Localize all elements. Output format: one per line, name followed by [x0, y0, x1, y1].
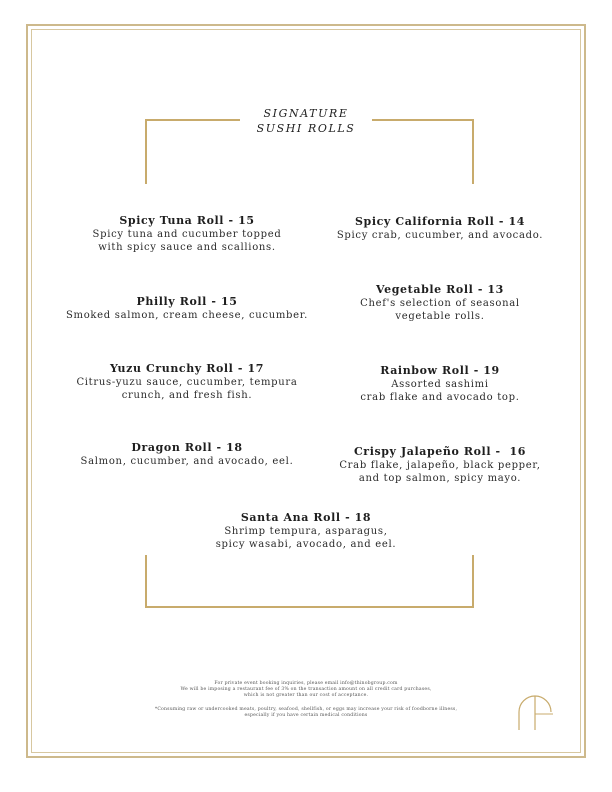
item-desc: vegetable rolls. [395, 311, 485, 322]
item-desc: Chef's selection of seasonal [360, 298, 520, 309]
item-name: Dragon Roll - 18 [131, 441, 243, 454]
item-desc: Smoked salmon, cream cheese, cucumber. [65, 310, 309, 321]
item-name: Spicy Tuna Roll - 15 [119, 214, 255, 227]
arch-monogram-icon [513, 690, 557, 732]
footer-line: For private event booking inquiries, please email info@thinobgroup.com [214, 681, 398, 686]
footer-line: We will be imposing a restaurant fee of 3% on the transaction amount on all credit card purchases, [180, 687, 432, 692]
menu-item-crispy-jalapeno [312, 445, 568, 485]
item-desc: and top salmon, spicy mayo. [358, 473, 522, 484]
item-name: Rainbow Roll - 19 [380, 364, 500, 377]
item-name: Crispy Jalapeño Roll - 16 [353, 445, 527, 458]
item-name: Santa Ana Roll - 18 [240, 511, 372, 524]
title-line-1: SIGNATURE [263, 107, 349, 120]
item-desc: crab flake and avocado top. [360, 392, 520, 403]
item-name: Yuzu Crunchy Roll - 17 [110, 362, 264, 375]
menu-item-dragon [57, 441, 317, 468]
footer-line: especially if you have certain medical conditions [244, 713, 368, 718]
item-desc: spicy wasabi, avocado, and eel. [215, 539, 397, 550]
menu-item-spicy-tuna [62, 214, 312, 254]
menu-item-spicy-california [315, 215, 565, 242]
footer-disclaimer [130, 707, 482, 719]
bottom-bracket [145, 555, 474, 608]
item-desc: crunch, and fresh fish. [121, 390, 253, 401]
item-desc: Salmon, cucumber, and avocado, eel. [80, 456, 294, 467]
menu-title [240, 106, 372, 136]
item-name: Vegetable Roll - 13 [376, 283, 504, 296]
footer-line: *Consuming raw or undercooked meats, poultry, seafood, shellfish, or eggs may increase your risk of foodborne illness, [154, 707, 458, 712]
footer-notice [130, 681, 482, 699]
item-desc: with spicy sauce and scallions. [98, 242, 276, 253]
item-desc: Assorted sashimi [391, 379, 489, 390]
footer-line: which is not greater than our cost of acceptance. [243, 693, 369, 698]
item-name: Philly Roll - 15 [136, 295, 238, 308]
item-desc: Shrimp tempura, asparagus, [224, 526, 388, 537]
menu-item-philly [52, 295, 322, 322]
item-desc: Spicy tuna and cucumber topped [92, 229, 282, 240]
item-name: Spicy California Roll - 14 [355, 215, 525, 228]
menu-item-yuzu-crunchy [57, 362, 317, 402]
item-desc: Citrus-yuzu sauce, cucumber, tempura [76, 377, 298, 388]
menu-item-rainbow [315, 364, 565, 404]
item-desc: Spicy crab, cucumber, and avocado. [336, 230, 544, 241]
menu-item-santa-ana [186, 511, 426, 551]
menu-item-vegetable [315, 283, 565, 323]
item-desc: Crab flake, jalapeño, black pepper, [339, 460, 541, 471]
title-line-2: SUSHI ROLLS [256, 122, 356, 135]
